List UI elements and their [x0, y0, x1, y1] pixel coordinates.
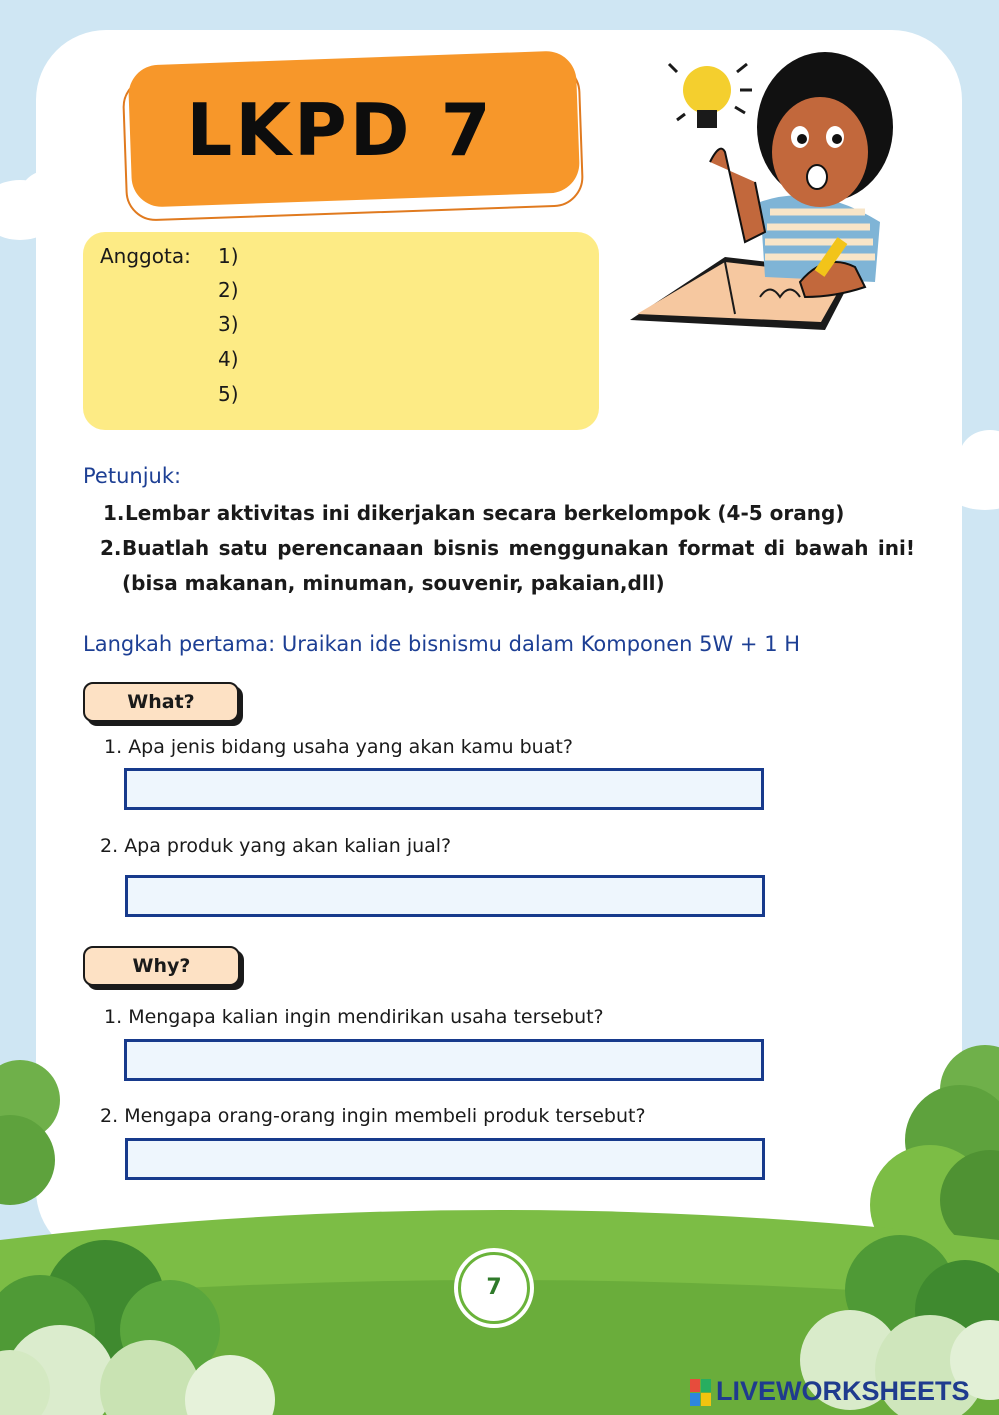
member-number: 4) — [218, 347, 239, 371]
member-number: 2) — [218, 278, 239, 302]
question-label — [100, 835, 451, 857]
members-label: Anggota: — [100, 244, 191, 268]
question-number: 2. — [100, 835, 119, 857]
instruction-text: Lembar aktivitas ini dikerjakan secara berkelompok (4-5 orang) — [125, 501, 845, 525]
girl-with-lightbulb-illustration — [625, 52, 900, 332]
liveworksheets-logo-icon — [690, 1379, 712, 1407]
instruction-item — [100, 531, 915, 601]
question-label — [104, 1006, 604, 1028]
page-number: 7 — [458, 1252, 530, 1324]
member-number: 5) — [218, 382, 239, 406]
what-tag: What? — [83, 682, 239, 722]
why-tag: Why? — [83, 946, 240, 986]
logo-text: LIVEWORKSHEETS — [716, 1376, 970, 1406]
answer-field[interactable] — [124, 1039, 764, 1081]
landscape-decoration — [0, 1030, 999, 1415]
page-title: LKPD 7 — [186, 88, 494, 172]
question-number: 1. — [104, 1006, 123, 1028]
member-number: 1) — [218, 244, 239, 268]
instruction-text: Buatlah satu perencanaan bisnis menggunakan format di bawah ini! (bisa makanan, minuman, souvenir, pakaian,dll) — [122, 536, 915, 595]
instruction-number: 2. — [100, 536, 122, 560]
question-text: Apa jenis bidang usaha yang akan kamu buat? — [128, 736, 573, 758]
bush-decoration — [0, 1060, 60, 1205]
question-number: 1. — [104, 736, 123, 758]
question-text: Mengapa orang-orang ingin membeli produk tersebut? — [124, 1105, 646, 1127]
instruction-item — [103, 496, 918, 531]
instruction-number: 1. — [103, 501, 125, 525]
question-label — [104, 736, 573, 758]
answer-field[interactable] — [125, 1138, 765, 1180]
question-text: Apa produk yang akan kalian jual? — [124, 835, 452, 857]
answer-field[interactable] — [124, 768, 764, 810]
step-heading: Langkah pertama: Uraikan ide bisnismu dalam Komponen 5W + 1 H — [83, 632, 801, 656]
liveworksheets-logo[interactable] — [690, 1374, 970, 1408]
member-number: 3) — [218, 312, 239, 336]
instructions-heading: Petunjuk: — [83, 464, 182, 488]
answer-field[interactable] — [125, 875, 765, 917]
question-number: 2. — [100, 1105, 119, 1127]
question-label — [100, 1105, 646, 1127]
question-text: Mengapa kalian ingin mendirikan usaha tersebut? — [128, 1006, 604, 1028]
